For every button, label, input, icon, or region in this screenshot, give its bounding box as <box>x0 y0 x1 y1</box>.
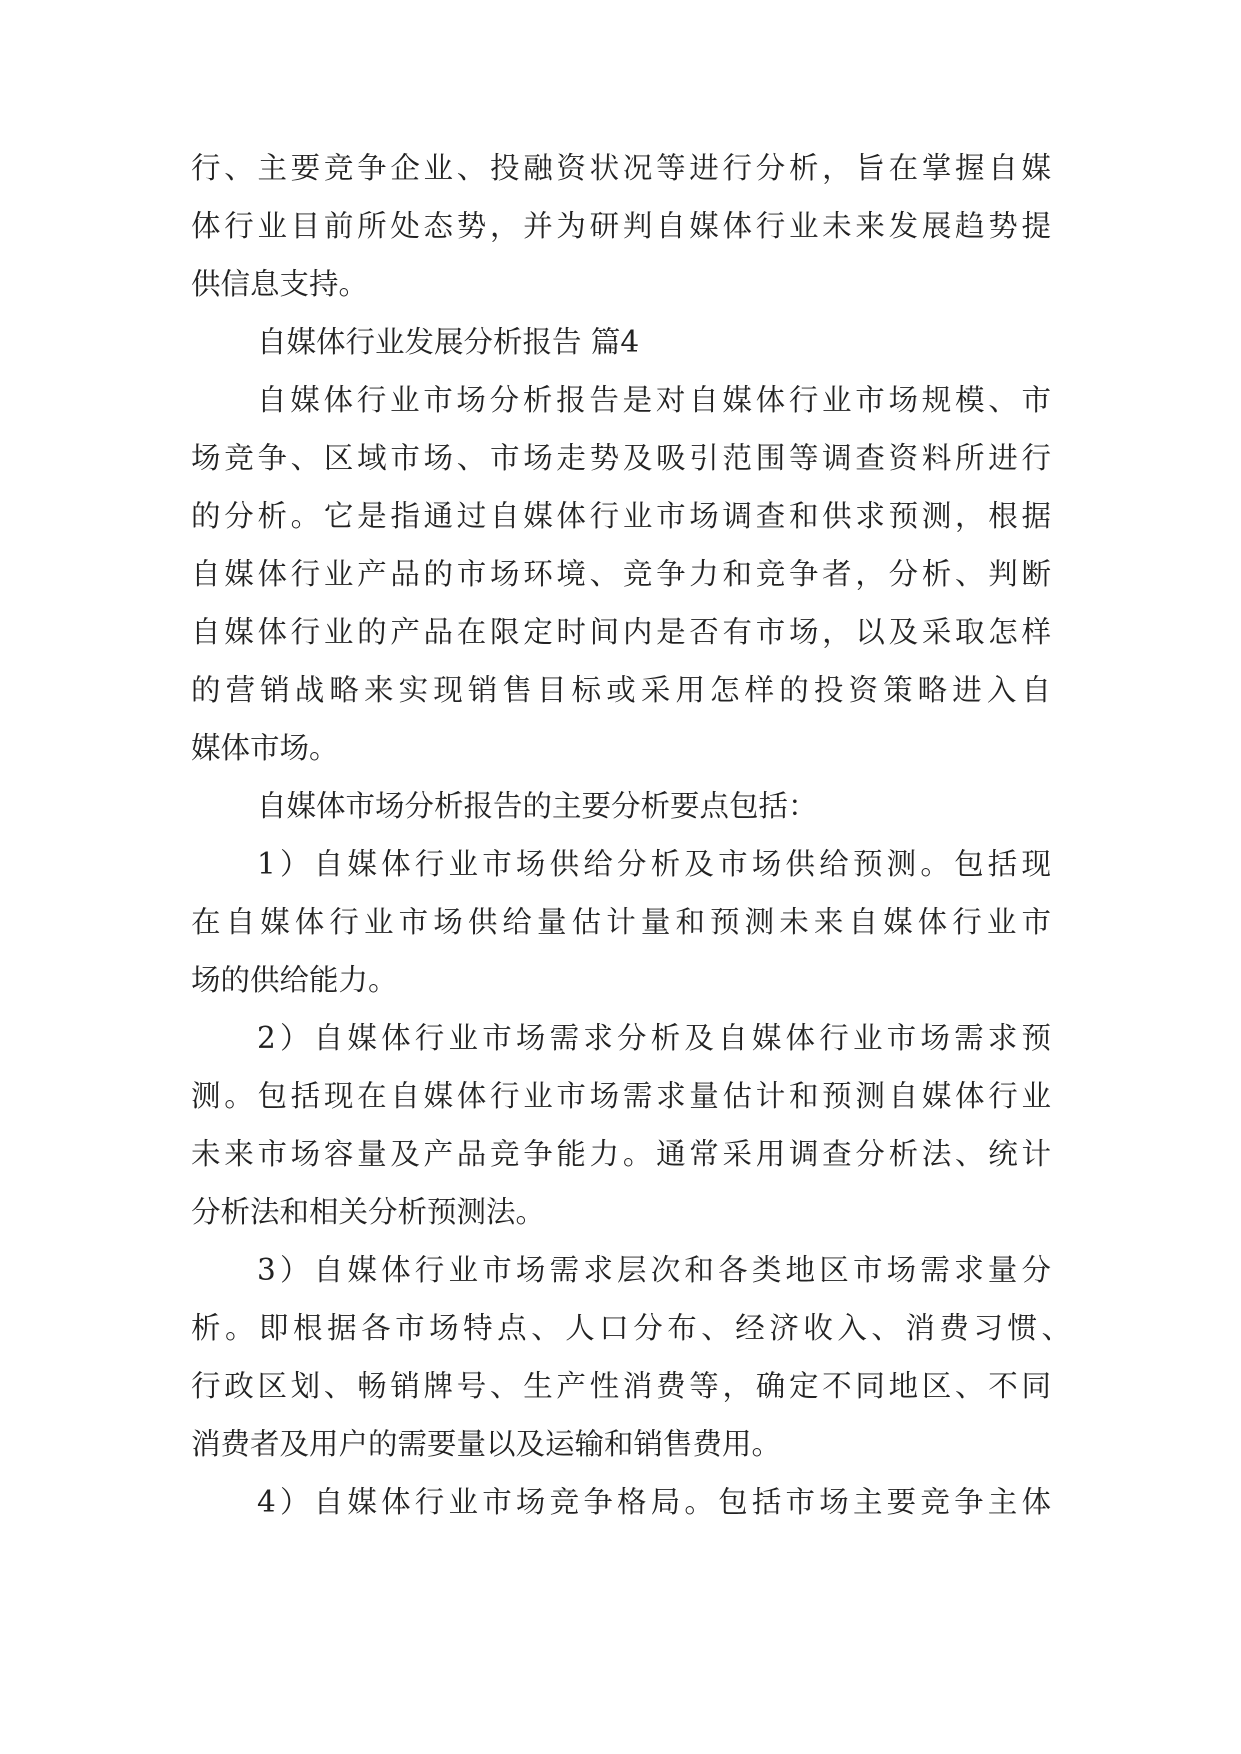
list-item-line: 场的供给能力。 <box>191 963 398 997</box>
paragraph-line: 行、主要竞争企业、投融资状况等进行分析，旨在掌握自媒 <box>191 151 1051 185</box>
paragraph-line: 的分析。它是指通过自媒体行业市场调查和供求预测，根据 <box>191 499 1051 533</box>
list-item-line: 未来市场容量及产品竞争能力。通常采用调查分析法、统计 <box>191 1137 1051 1171</box>
paragraph-line: 自媒体行业的产品在限定时间内是否有市场，以及采取怎样 <box>191 615 1051 649</box>
list-item-line: 1）自媒体行业市场供给分析及市场供给预测。包括现 <box>257 847 1051 881</box>
list-item-line: 分析法和相关分析预测法。 <box>191 1195 546 1229</box>
list-item-line: 3）自媒体行业市场需求层次和各类地区市场需求量分 <box>257 1253 1051 1287</box>
paragraph-line: 场竞争、区域市场、市场走势及吸引范围等调查资料所进行 <box>191 441 1051 475</box>
list-item-line: 行政区划、畅销牌号、生产性消费等，确定不同地区、不同 <box>191 1369 1051 1403</box>
paragraph-line: 自媒体市场分析报告的主要分析要点包括： <box>257 789 818 823</box>
section-heading: 自媒体行业发展分析报告 篇4 <box>257 325 640 359</box>
paragraph-line: 媒体市场。 <box>191 731 339 765</box>
list-item-line: 析。即根据各市场特点、人口分布、经济收入、消费习惯、 <box>191 1311 1071 1345</box>
paragraph-line: 供信息支持。 <box>191 267 369 301</box>
paragraph-line: 自媒体行业市场分析报告是对自媒体行业市场规模、市 <box>257 383 1051 417</box>
list-item-line: 测。包括现在自媒体行业市场需求量估计和预测自媒体行业 <box>191 1079 1051 1113</box>
list-item-line: 2）自媒体行业市场需求分析及自媒体行业市场需求预 <box>257 1021 1051 1055</box>
paragraph-line: 自媒体行业产品的市场环境、竞争力和竞争者，分析、判断 <box>191 557 1051 591</box>
list-item-line: 消费者及用户的需要量以及运输和销售费用。 <box>191 1427 782 1461</box>
list-item-line: 在自媒体行业市场供给量估计量和预测未来自媒体行业市 <box>191 905 1051 939</box>
list-item-line: 4）自媒体行业市场竞争格局。包括市场主要竞争主体 <box>257 1485 1051 1519</box>
paragraph-line: 体行业目前所处态势，并为研判自媒体行业未来发展趋势提 <box>191 209 1051 243</box>
paragraph-line: 的营销战略来实现销售目标或采用怎样的投资策略进入自 <box>191 673 1051 707</box>
